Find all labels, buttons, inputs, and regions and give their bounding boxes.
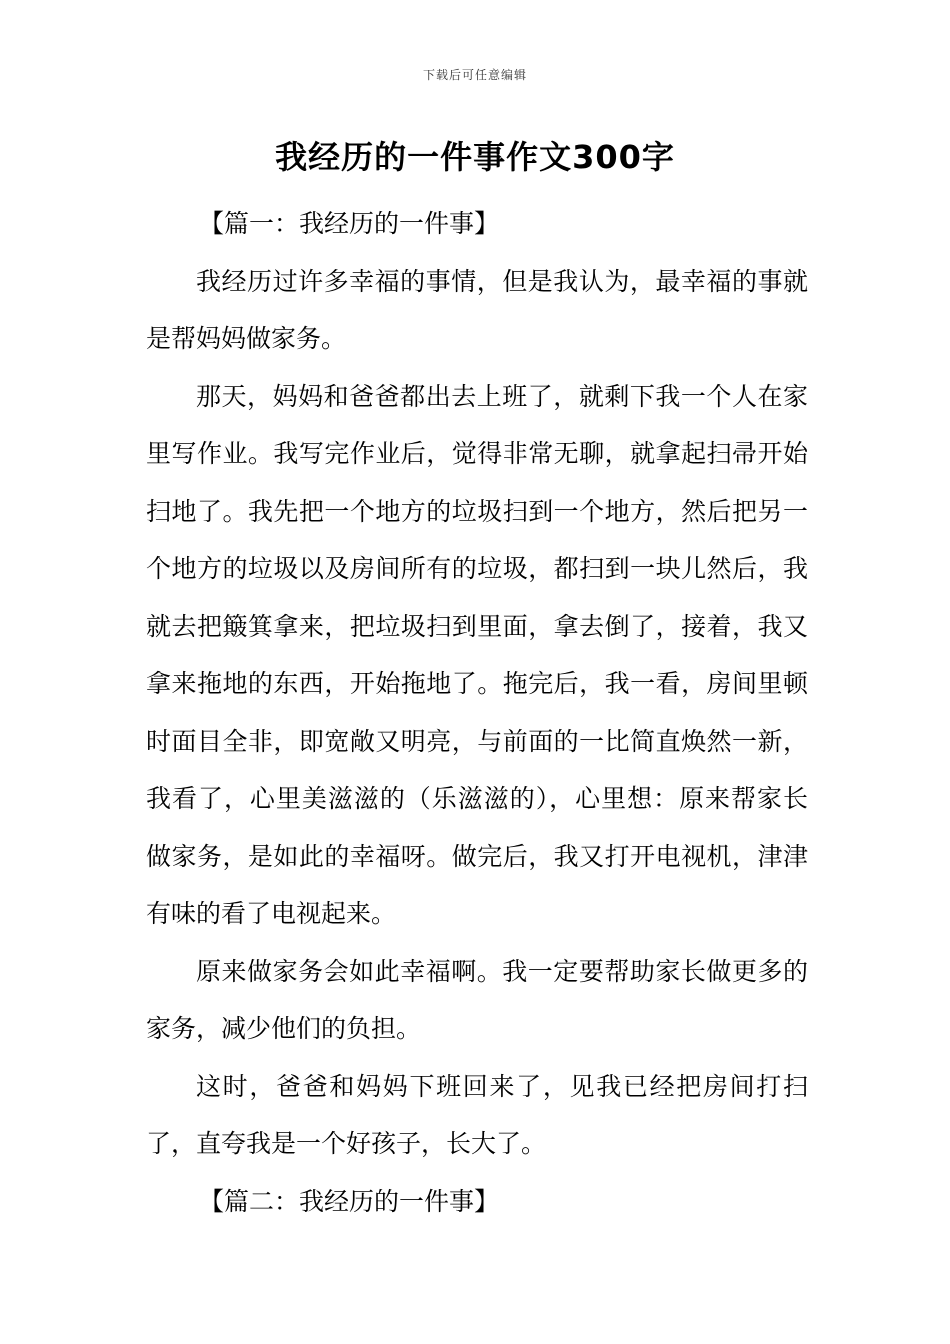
- paragraph: 原来做家务会如此幸福啊。我一定要帮助家长做更多的家务，减少他们的负担。: [146, 956, 808, 1043]
- header-note: 下载后可任意编辑: [422, 68, 527, 82]
- section-heading: 【篇一：我经历的一件事】: [199, 209, 500, 238]
- section-heading: 【篇二：我经历的一件事】: [199, 1186, 500, 1216]
- document-title: 我经历的一件事作文300字: [275, 138, 675, 176]
- paragraph: 这时，爸爸和妈妈下班回来了，见我已经把房间打扫了，直夸我是一个好孩子，长大了。: [146, 1071, 808, 1158]
- document-body: [146, 195, 808, 1230]
- paragraph: 我经历过许多幸福的事情，但是我认为，最幸福的事就是帮妈妈做家务。: [146, 266, 808, 353]
- paragraph: 那天，妈妈和爸爸都出去上班了，就剩下我一个人在家里写作业。我写完作业后，觉得非常无聊，就拿起扫帚开始扫地了。我先把一个地方的垃圾扫到一个地方，然后把另一个地方的垃圾以及房间所有的垃圾，都扫到一块儿然后，我就去把簸箕拿来，把垃圾扫到里面，拿去倒了，接着，我又拿来拖地的东西，开始拖地了。拖完后，我一看，房间里顿时面目全非，即宽敞又明亮，与前面的一比简直焕然一新，我看了，心里美滋滋的（乐滋滋的），心里想：原来帮家长做家务，是如此的幸福呀。做完后，我又打开电视机，津津有味的看了电视起来。: [146, 381, 808, 928]
